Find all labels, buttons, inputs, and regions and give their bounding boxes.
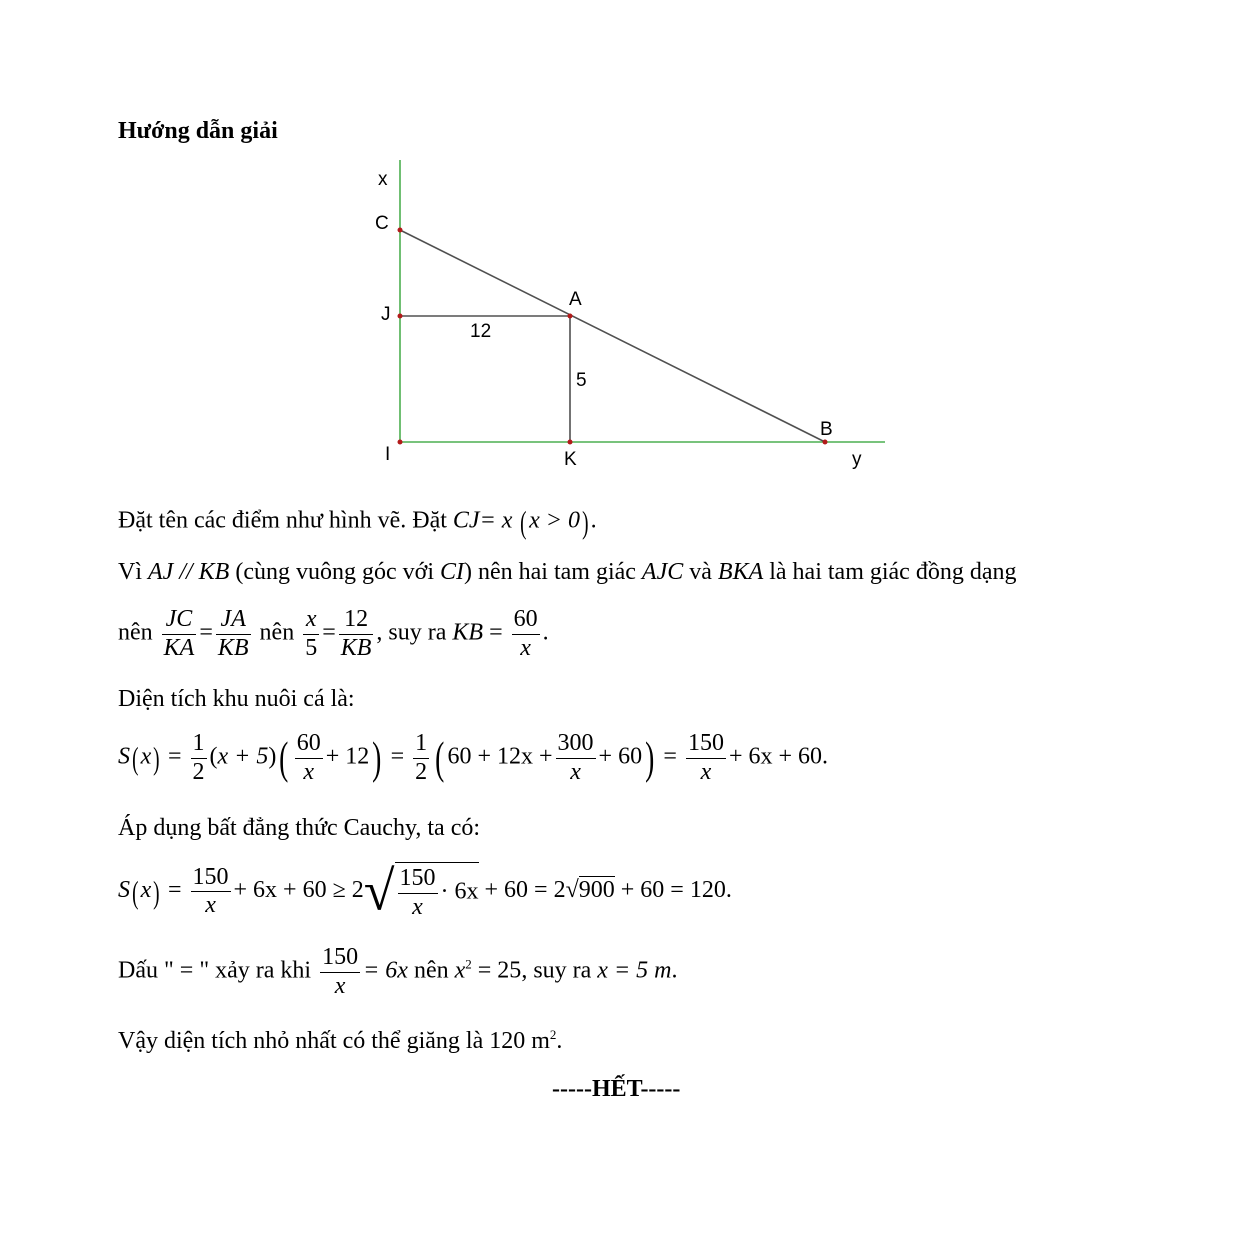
- conclusion: Vậy diện tích nhỏ nhất có thể giăng là 120 $m^2$.: [118, 1027, 563, 1054]
- label-x-axis: x: [378, 169, 388, 190]
- point-c: [398, 228, 403, 233]
- label-i: I: [385, 444, 391, 465]
- label-k: K: [564, 449, 577, 470]
- paragraph-2: Vì AJ // KB (cùng vuông góc với CI) nên hai tam giác AJC và BKA là hai tam giác đồng dạng: [118, 559, 1017, 585]
- cauchy-inequality: S(x) = $\frac{150}{x}$ + 6x + 60 ≥ 2√ $\frac{150}{x}$ · 6x + 60 = 2√900 + 60 = 120.: [118, 860, 732, 923]
- label-ak-length: 5: [576, 370, 587, 391]
- paragraph-4: Diện tích khu nuôi cá là:: [118, 686, 355, 712]
- point-a: [568, 314, 573, 319]
- point-i: [398, 440, 403, 445]
- paragraph-5: Áp dụng bất đẳng thức Cauchy, ta có:: [118, 815, 481, 841]
- paragraph-3: nên $\frac{JC}{KA}$ = $\frac{JA}{KB}$ nên $\frac{x}{5}$ = $\frac{12}{KB}$ , suy ra KB = $\frac{60}{x}$ .: [118, 606, 549, 661]
- area-formula: S(x) = $\frac{1}{2}$ (x + 5)( $\frac{60}{x}$ + 12) = $\frac{1}{2}$ ( 60 + 12x + $\frac{300}{x}$ + 60) = $\frac{150}{x}$ + 6x + 60.: [118, 730, 829, 785]
- geometry-figure: [360, 150, 900, 480]
- segment-cb: [400, 230, 825, 442]
- point-b: [823, 440, 828, 445]
- paragraph-1: Đặt tên các điểm như hình vẽ. Đặt CJ= x (x > 0).: [118, 504, 597, 540]
- point-k: [568, 440, 573, 445]
- page-title: Hướng dẫn giải: [118, 118, 278, 144]
- point-j: [398, 314, 403, 319]
- equality-condition: Dấu " = " xảy ra khi $\frac{150}{x}$ = 6x nên $x^2 = 25$, suy ra x = 5 m.: [118, 944, 678, 999]
- label-b: B: [820, 419, 833, 440]
- label-j: J: [381, 304, 391, 325]
- label-c: C: [375, 213, 389, 234]
- label-ja-length: 12: [470, 321, 492, 342]
- label-y-axis: y: [852, 449, 862, 470]
- end-marker: -----HẾT-----: [552, 1076, 681, 1102]
- label-a: A: [569, 289, 582, 310]
